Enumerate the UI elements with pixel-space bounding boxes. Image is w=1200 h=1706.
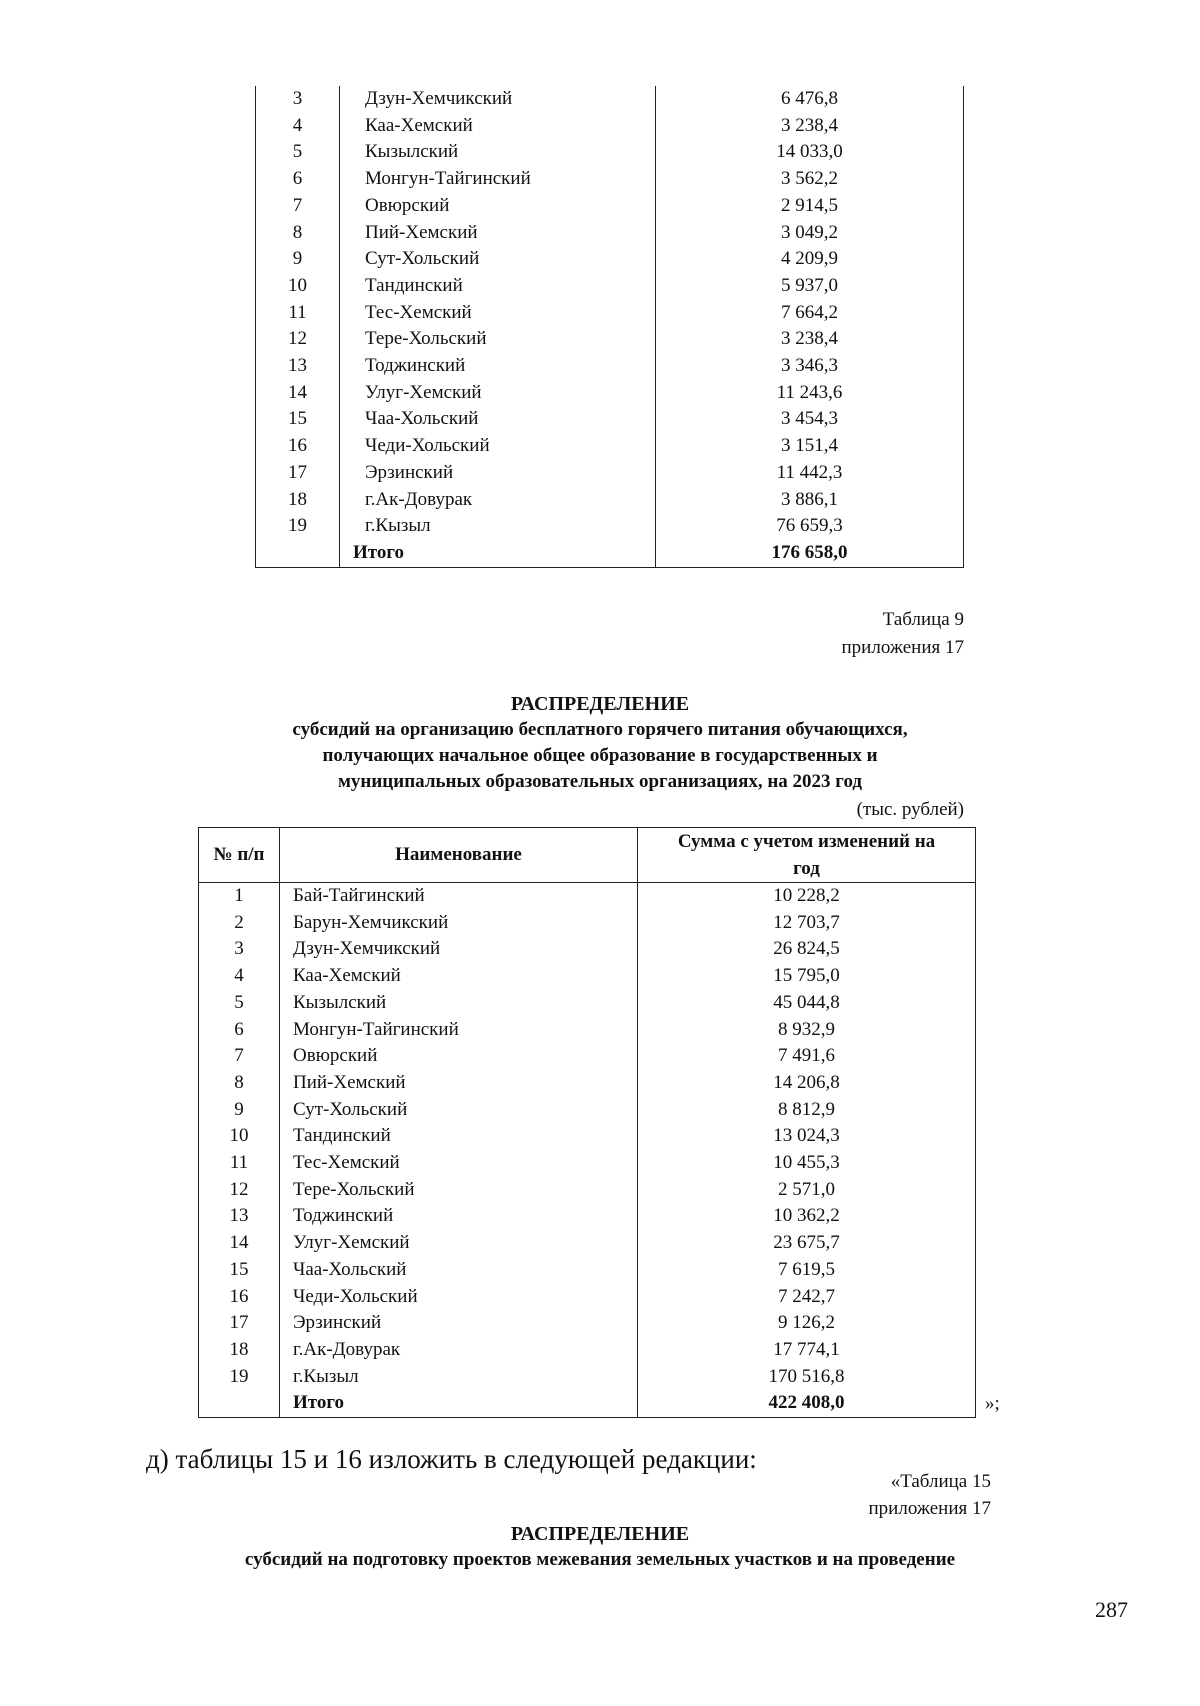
row-number: 17 [256,460,340,487]
closing-quote-mark: »; [985,1393,1000,1414]
row-value: 3 049,2 [656,220,964,247]
row-name: Чаа-Хольский [340,406,656,433]
table-row [256,326,964,353]
row-value: 3 346,3 [656,353,964,380]
row-number: 8 [199,1070,280,1097]
row-number: 14 [256,380,340,407]
row-name: Чеди-Хольский [280,1284,638,1311]
row-number: 10 [256,273,340,300]
row-name: Тере-Хольский [340,326,656,353]
row-number: 4 [199,963,280,990]
total-row [199,1390,976,1417]
table-row [256,246,964,273]
row-number: 12 [199,1177,280,1204]
row-name: Эрзинский [280,1310,638,1337]
row-name: Пий-Хемский [340,220,656,247]
row-name: Сут-Хольский [280,1097,638,1124]
total-value: 176 658,0 [656,540,964,567]
row-value: 26 824,5 [638,936,976,963]
total-label: Итого [340,540,656,567]
row-number: 18 [199,1337,280,1364]
header-number: № п/п [199,828,280,883]
table-row [256,273,964,300]
table-row [199,1284,976,1311]
row-number: 3 [199,936,280,963]
row-number: 5 [256,139,340,166]
row-name: Чаа-Хольский [280,1257,638,1284]
table-row [199,1364,976,1391]
row-value: 3 562,2 [656,166,964,193]
row-name: Барун-Хемчикский [280,910,638,937]
table-row [256,139,964,166]
total-number-cell [199,1390,280,1417]
table-15-heading [150,1521,1050,1573]
row-number: 7 [199,1043,280,1070]
table-15-title: РАСПРЕДЕЛЕНИЕ [510,1523,690,1545]
row-name: Чеди-Хольский [340,433,656,460]
row-name: Монгун-Тайгинский [280,1017,638,1044]
row-name: Сут-Хольский [340,246,656,273]
row-value: 10 228,2 [638,883,976,910]
row-name: Кызылский [280,990,638,1017]
row-number: 12 [256,326,340,353]
row-value: 3 238,4 [656,326,964,353]
table-9-title: РАСПРЕДЕЛЕНИЕ [510,693,690,715]
row-name: г.Ак-Довурак [280,1337,638,1364]
row-value: 9 126,2 [638,1310,976,1337]
row-name: Тес-Хемский [280,1150,638,1177]
row-name: Кызылский [340,139,656,166]
table-9-subtitle-line1: субсидий на организацию бесплатного горячего питания обучающихся, [292,719,908,740]
total-label: Итого [280,1390,638,1417]
row-name: Овюрский [340,193,656,220]
row-number: 4 [256,113,340,140]
row-number: 13 [256,353,340,380]
table-row [256,406,964,433]
row-name: Тес-Хемский [340,300,656,327]
table-row [256,487,964,514]
row-value: 6 476,8 [656,86,964,113]
row-number: 16 [199,1284,280,1311]
row-name: Дзун-Хемчикский [280,936,638,963]
row-number: 14 [199,1230,280,1257]
row-value: 2 571,0 [638,1177,976,1204]
row-number: 3 [256,86,340,113]
table-row [256,460,964,487]
row-number: 5 [199,990,280,1017]
table-15-subtitle-line1: субсидий на подготовку проектов межевания земельных участков и на проведение [244,1549,956,1570]
row-name: Тандинский [340,273,656,300]
row-name: Тоджинский [280,1203,638,1230]
total-value: 422 408,0 [638,1390,976,1417]
table-9-subtitle-line3: муниципальных образовательных организациях, на 2023 год [337,771,863,792]
table-row [199,1043,976,1070]
table-9-caption [842,606,964,662]
table-row [199,1257,976,1284]
row-name: Тере-Хольский [280,1177,638,1204]
table-header-row [199,828,976,883]
table-row [256,353,964,380]
table-15-caption-line2: приложения 17 [868,1498,991,1519]
row-value: 7 491,6 [638,1043,976,1070]
row-value: 76 659,3 [656,513,964,540]
row-name: Монгун-Тайгинский [340,166,656,193]
table-row [199,883,976,910]
table-row [199,963,976,990]
row-value: 11 243,6 [656,380,964,407]
row-number: 17 [199,1310,280,1337]
row-name: Тандинский [280,1123,638,1150]
row-value: 7 664,2 [656,300,964,327]
table-row [199,910,976,937]
table-row [199,1150,976,1177]
row-value: 13 024,3 [638,1123,976,1150]
row-value: 3 454,3 [656,406,964,433]
row-name: Дзун-Хемчикский [340,86,656,113]
row-value: 14 206,8 [638,1070,976,1097]
table-row [199,1337,976,1364]
table-row [256,220,964,247]
table-row [256,300,964,327]
row-value: 2 914,5 [656,193,964,220]
row-name: Эрзинский [340,460,656,487]
table-row [199,1097,976,1124]
row-number: 2 [199,910,280,937]
row-value: 8 932,9 [638,1017,976,1044]
row-number: 16 [256,433,340,460]
row-number: 11 [256,300,340,327]
table-row [199,1070,976,1097]
page-number: 287 [1095,1597,1128,1622]
total-number-cell [256,540,340,567]
table-15-caption [869,1468,991,1522]
row-number: 1 [199,883,280,910]
row-number: 19 [256,513,340,540]
row-value: 10 455,3 [638,1150,976,1177]
table-row [256,513,964,540]
table-row [199,1230,976,1257]
row-value: 23 675,7 [638,1230,976,1257]
row-number: 9 [199,1097,280,1124]
row-name: Улуг-Хемский [340,380,656,407]
table-9 [198,827,976,1418]
row-value: 170 516,8 [638,1364,976,1391]
row-value: 3 238,4 [656,113,964,140]
row-value: 45 044,8 [638,990,976,1017]
row-number: 9 [256,246,340,273]
table-row [199,1310,976,1337]
row-value: 11 442,3 [656,460,964,487]
row-name: г.Кызыл [340,513,656,540]
table-9-caption-line2: приложения 17 [841,637,964,658]
header-sum [638,828,976,883]
row-name: г.Ак-Довурак [340,487,656,514]
row-name: Бай-Тайгинский [280,883,638,910]
total-row [256,540,964,567]
row-value: 4 209,9 [656,246,964,273]
row-value: 7 619,5 [638,1257,976,1284]
header-name: Наименование [280,828,638,883]
row-number: 18 [256,487,340,514]
row-number: 15 [199,1257,280,1284]
table-row [256,113,964,140]
table-9-units: (тыс. рублей) [856,799,964,820]
table-row [256,166,964,193]
table-row [256,380,964,407]
table-15-caption-line1: «Таблица 15 [890,1471,991,1492]
row-name: Улуг-Хемский [280,1230,638,1257]
row-value: 8 812,9 [638,1097,976,1124]
row-value: 3 886,1 [656,487,964,514]
table-row [256,433,964,460]
row-value: 5 937,0 [656,273,964,300]
row-name: Каа-Хемский [280,963,638,990]
row-number: 6 [256,166,340,193]
table-row [199,990,976,1017]
row-number: 13 [199,1203,280,1230]
row-number: 8 [256,220,340,247]
table-row [199,1203,976,1230]
row-number: 19 [199,1364,280,1391]
row-name: Каа-Хемский [340,113,656,140]
instruction-text: д) таблицы 15 и 16 изложить в следующей редакции: [146,1444,757,1474]
row-number: 15 [256,406,340,433]
row-value: 14 033,0 [656,139,964,166]
row-value: 15 795,0 [638,963,976,990]
row-number: 7 [256,193,340,220]
table-row [199,936,976,963]
table-row [256,86,964,113]
table-row [199,1017,976,1044]
row-value: 10 362,2 [638,1203,976,1230]
row-name: Тоджинский [340,353,656,380]
table-9-subtitle-line2: получающих начальное общее образование в государственных и [322,745,878,766]
row-value: 7 242,7 [638,1284,976,1311]
row-name: г.Кызыл [280,1364,638,1391]
row-number: 6 [199,1017,280,1044]
row-number: 10 [199,1123,280,1150]
table-8-continuation [255,86,964,568]
row-value: 3 151,4 [656,433,964,460]
row-value: 17 774,1 [638,1337,976,1364]
header-sum-line1: Сумма с учетом изменений на [677,831,936,852]
table-row [199,1123,976,1150]
row-value: 12 703,7 [638,910,976,937]
row-number: 11 [199,1150,280,1177]
row-name: Пий-Хемский [280,1070,638,1097]
table-row [256,193,964,220]
header-sum-line2: год [793,858,820,879]
table-9-heading [150,691,1050,795]
table-row [199,1177,976,1204]
table-9-caption-line1: Таблица 9 [882,609,964,630]
row-name: Овюрский [280,1043,638,1070]
